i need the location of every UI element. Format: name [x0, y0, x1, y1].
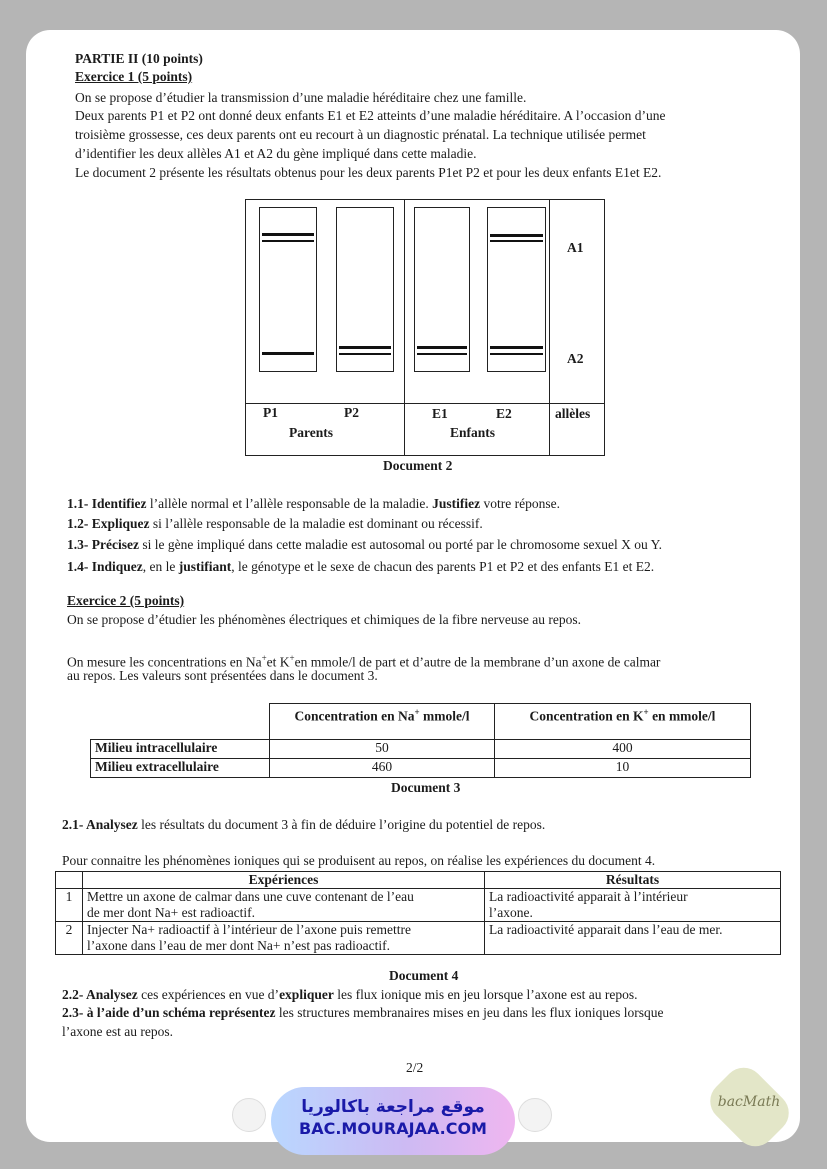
table-row [56, 922, 781, 955]
doc4-table [55, 871, 781, 955]
table-row [91, 740, 751, 759]
site-link-banner[interactable] [271, 1087, 515, 1155]
doc3-cell-na: 50 [270, 740, 495, 759]
enfants-label: Enfants [450, 425, 496, 440]
ex1-doc-intro: Le document 2 présente les résultats obtenus pour les deux parents P1et P2 et pour les deux enfants E1et E2. [75, 165, 662, 180]
site-logo-icon [518, 1098, 552, 1132]
doc3-table [90, 703, 751, 778]
ex1-intro: On se propose d’étudier la transmission d’une maladie héréditaire chez une famille. [75, 90, 527, 105]
doc4-row-number: 1 [56, 889, 83, 922]
ex1-para-line3: d’identifier les deux allèles A1 et A2 du gène impliqué dans cette maladie. [75, 146, 477, 161]
lane-e1-label: E1 [432, 406, 448, 421]
doc3-cell-na: 460 [270, 759, 495, 778]
band-p1-a1 [262, 233, 314, 236]
band-e2-a1b [490, 240, 543, 242]
exercise1-title: Exercice 1 (5 points) [75, 69, 193, 84]
doc2-divider-alleles [549, 199, 550, 456]
band-e2-a2b [490, 353, 543, 355]
band-p1-a1b [262, 240, 314, 242]
lane-p1 [259, 207, 317, 372]
allele-a1-label: A1 [567, 240, 584, 255]
site-url[interactable]: BAC.MOURAJAA.COM [299, 1119, 487, 1138]
band-e1-a2b [417, 353, 467, 355]
doc3-row-label: Milieu extracellulaire [91, 759, 270, 778]
doc3-cell-k: 400 [495, 740, 751, 759]
bacmath-badge-label: bacMath [717, 1094, 781, 1110]
allele-a2-label: A2 [567, 351, 584, 366]
doc4-header-resultats: Résultats [485, 872, 781, 889]
parents-label: Parents [289, 425, 333, 440]
page-number: 2/2 [406, 1060, 424, 1075]
lane-e2-label: E2 [496, 406, 512, 421]
lane-p1-label: P1 [263, 405, 278, 420]
doc4-caption: Document 4 [389, 968, 459, 983]
part-title: PARTIE II (10 points) [75, 51, 203, 66]
table-row [56, 889, 781, 922]
doc2-divider-h [245, 403, 605, 404]
doc4-result-cell: La radioactivité apparait à l’intérieur l’axone. [485, 889, 781, 922]
alleles-label: allèles [555, 406, 591, 421]
question-2-3-line2: l’axone est au repos. [62, 1024, 173, 1039]
doc3-caption: Document 3 [391, 780, 461, 795]
lane-p2 [336, 207, 394, 372]
site-logo-icon [232, 1098, 266, 1132]
band-e2-a1 [490, 234, 543, 237]
question-1-1: 1.1- Identifiez l’allèle normal et l’allèle responsable de la maladie. Justifiez votre réponse. [67, 496, 560, 511]
doc3-header-na: Concentration en Na+ mmole/l [270, 704, 495, 740]
table-row [91, 759, 751, 778]
doc3-row-label: Milieu intracellulaire [91, 740, 270, 759]
doc2-divider-parents [404, 199, 405, 456]
site-name-arabic: موقع مراجعة باكالوريا [301, 1097, 485, 1117]
band-p1-a2 [262, 352, 314, 355]
ex2-para-line2: au repos. Les valeurs sont présentées dans le document 3. [67, 668, 378, 683]
question-1-4: 1.4- Indiquez, en le justifiant, le génotype et le sexe de chacun des parents P1 et P2 et des enfants E1 et E2. [67, 559, 655, 574]
doc4-result-cell: La radioactivité apparait dans l’eau de mer. [485, 922, 781, 955]
lane-e2 [487, 207, 546, 372]
doc4-header-experiences: Expériences [83, 872, 485, 889]
ex1-para-line2: troisième grossesse, ces deux parents ont eu recourt à un diagnostic prénatal. La technique utilisée permet [75, 127, 646, 142]
question-1-2: 1.2- Expliquez si l’allèle responsable de la maladie est dominant ou récessif. [67, 516, 483, 531]
exercise2-title: Exercice 2 (5 points) [67, 593, 185, 608]
doc4-experience-cell: Injecter Na+ radioactif à l’intérieur de l’axone puis remettre l’axone dans l’eau de mer dont Na+ n’est pas radioactif. [83, 922, 485, 955]
band-e1-a2 [417, 346, 467, 349]
question-2-3: 2.3- à l’aide d’un schéma représentez les structures membranaires mises en jeu dans les flux ioniques lorsque [62, 1005, 664, 1020]
band-p2-a2b [339, 353, 391, 355]
lane-e1 [414, 207, 470, 372]
ex2-intro: On se propose d’étudier les phénomènes électriques et chimiques de la fibre nerveuse au repos. [67, 612, 581, 627]
lane-p2-label: P2 [344, 405, 359, 420]
doc4-row-number: 2 [56, 922, 83, 955]
band-e2-a2 [490, 346, 543, 349]
question-2-1: 2.1- Analysez les résultats du document 3 à fin de déduire l’origine du potentiel de repos. [62, 817, 546, 832]
doc4-experience-cell: Mettre un axone de calmar dans une cuve contenant de l’eau de mer dont Na+ est radioactif. [83, 889, 485, 922]
doc2-caption: Document 2 [383, 458, 453, 473]
question-2-2: 2.2- Analysez ces expériences en vue d’expliquer les flux ionique mis en jeu lorsque l’axone est au repos. [62, 987, 638, 1002]
ex1-para-line1: Deux parents P1 et P2 ont donné deux enfants E1 et E2 atteints d’une maladie héréditaire. A l’occasion d’une [75, 108, 666, 123]
ex2-doc4-intro: Pour connaitre les phénomènes ioniques qui se produisent au repos, on réalise les expériences du document 4. [62, 853, 656, 868]
doc3-header-k: Concentration en K+ en mmole/l [495, 704, 751, 740]
question-1-3: 1.3- Précisez si le gène impliqué dans cette maladie est autosomal ou porté par le chromosome sexuel X ou Y. [67, 537, 662, 552]
band-p2-a2 [339, 346, 391, 349]
doc3-cell-k: 10 [495, 759, 751, 778]
ex2-para-line1: On mesure les concentrations en Na+et K+en mmole/l de part et d’autre de la membrane d’un axone de calmar [67, 653, 661, 670]
